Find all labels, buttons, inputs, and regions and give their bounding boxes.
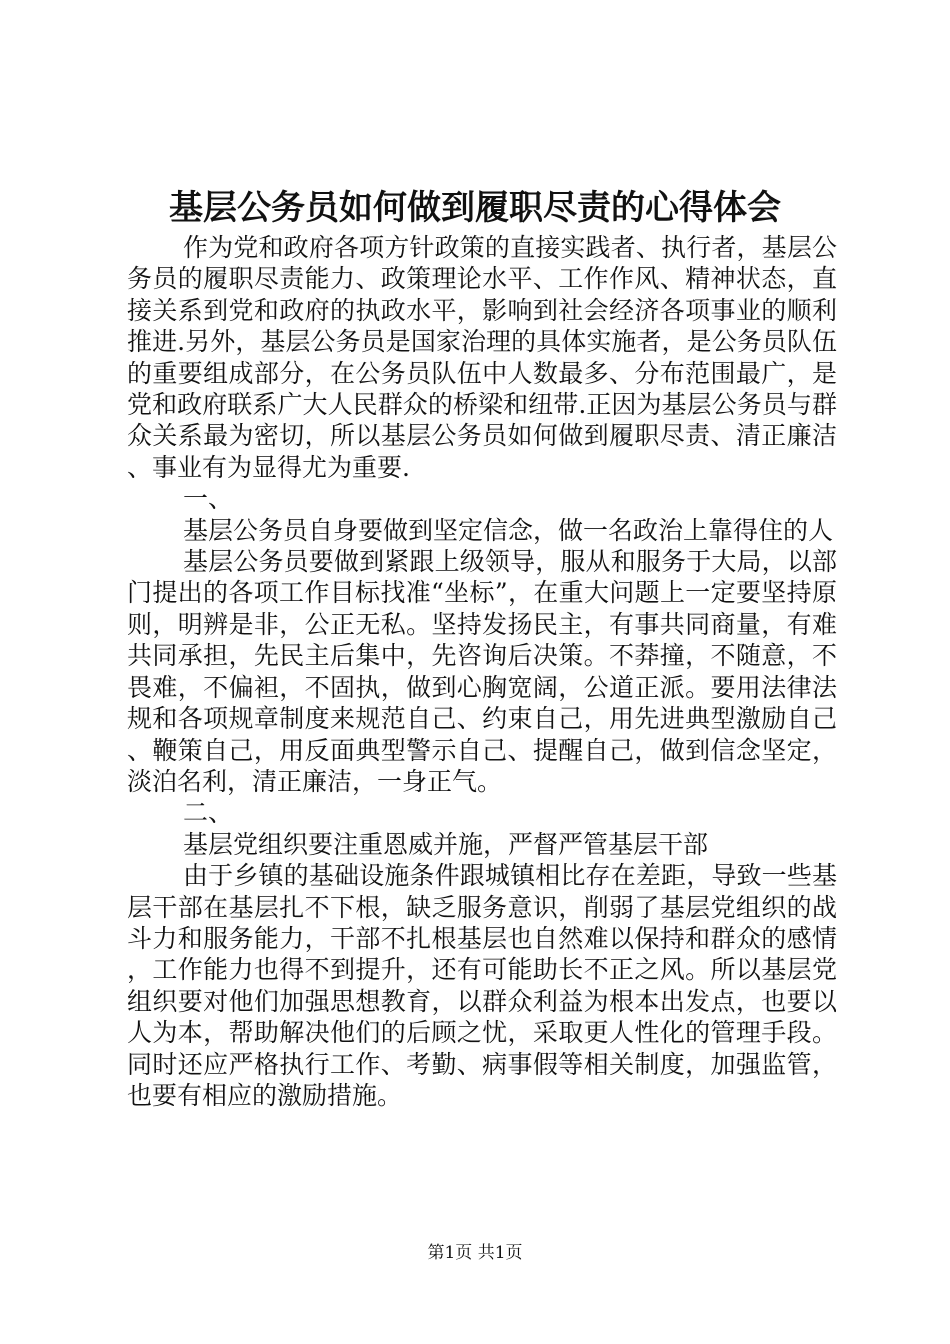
section-number-2: 二、 — [183, 798, 234, 828]
page-footer: 第1页 共1页 — [427, 1243, 523, 1263]
document-title: 基层公务员如何做到履职尽责的心得体会 — [169, 188, 781, 228]
section-heading-1: 基层公务员自身要做到坚定信念，做一名政治上靠得住的人 — [183, 515, 834, 545]
section-body-1: 基层公务员要做到紧跟上级领导，服从和服务于大局，以部门提出的各项工作目标找准“坐标”，在重大问题上一定要坚持原则，明辨是非，公正无私。坚持发扬民主，有事共同商量，有难共同承担，先民主后集中，先咨询后决策。不莽撞，不随意，不畏难，不偏袒，不固执，做到心胸宽阔，公道正派。要用法律法规和各项规章制度来规范自己、约束自己，用先进典型激励自己、鞭策自己，用反面典型警示自己、提醒自己，做到信念坚定，淡泊名利，清正廉洁，一身正气。 — [127, 547, 837, 796]
document-body — [127, 232, 837, 1111]
intro-paragraph: 作为党和政府各项方针政策的直接实践者、执行者，基层公务员的履职尽责能力、政策理论水平、工作作风、精神状态，直接关系到党和政府的执政水平，影响到社会经济各项事业的顺利推进.另外，基层公务员是国家治理的具体实施者，是公务员队伍的重要组成部分，在公务员队伍中人数最多、分布范围最广，是党和政府联系广大人民群众的桥梁和纽带.正因为基层公务员与群众关系最为密切，所以基层公务员如何做到履职尽责、清正廉洁、事业有为显得尤为重要. — [127, 233, 837, 482]
section-body-2: 由于乡镇的基础设施条件跟城镇相比存在差距，导致一些基层干部在基层扎不下根，缺乏服务意识，削弱了基层党组织的战斗力和服务能力，干部不扎根基层也自然难以保持和群众的感情，工作能力也得不到提升，还有可能助长不正之风。所以基层党组织要对他们加强思想教育，以群众利益为根本出发点，也要以人为本，帮助解决他们的后顾之忧，采取更人性化的管理手段。同时还应严格执行工作、考勤、病事假等相关制度，加强监管，也要有相应的激励措施。 — [127, 861, 837, 1110]
section-heading-2: 基层党组织要注重恩威并施，严督严管基层干部 — [183, 829, 709, 859]
section-number-1: 一、 — [183, 484, 234, 514]
